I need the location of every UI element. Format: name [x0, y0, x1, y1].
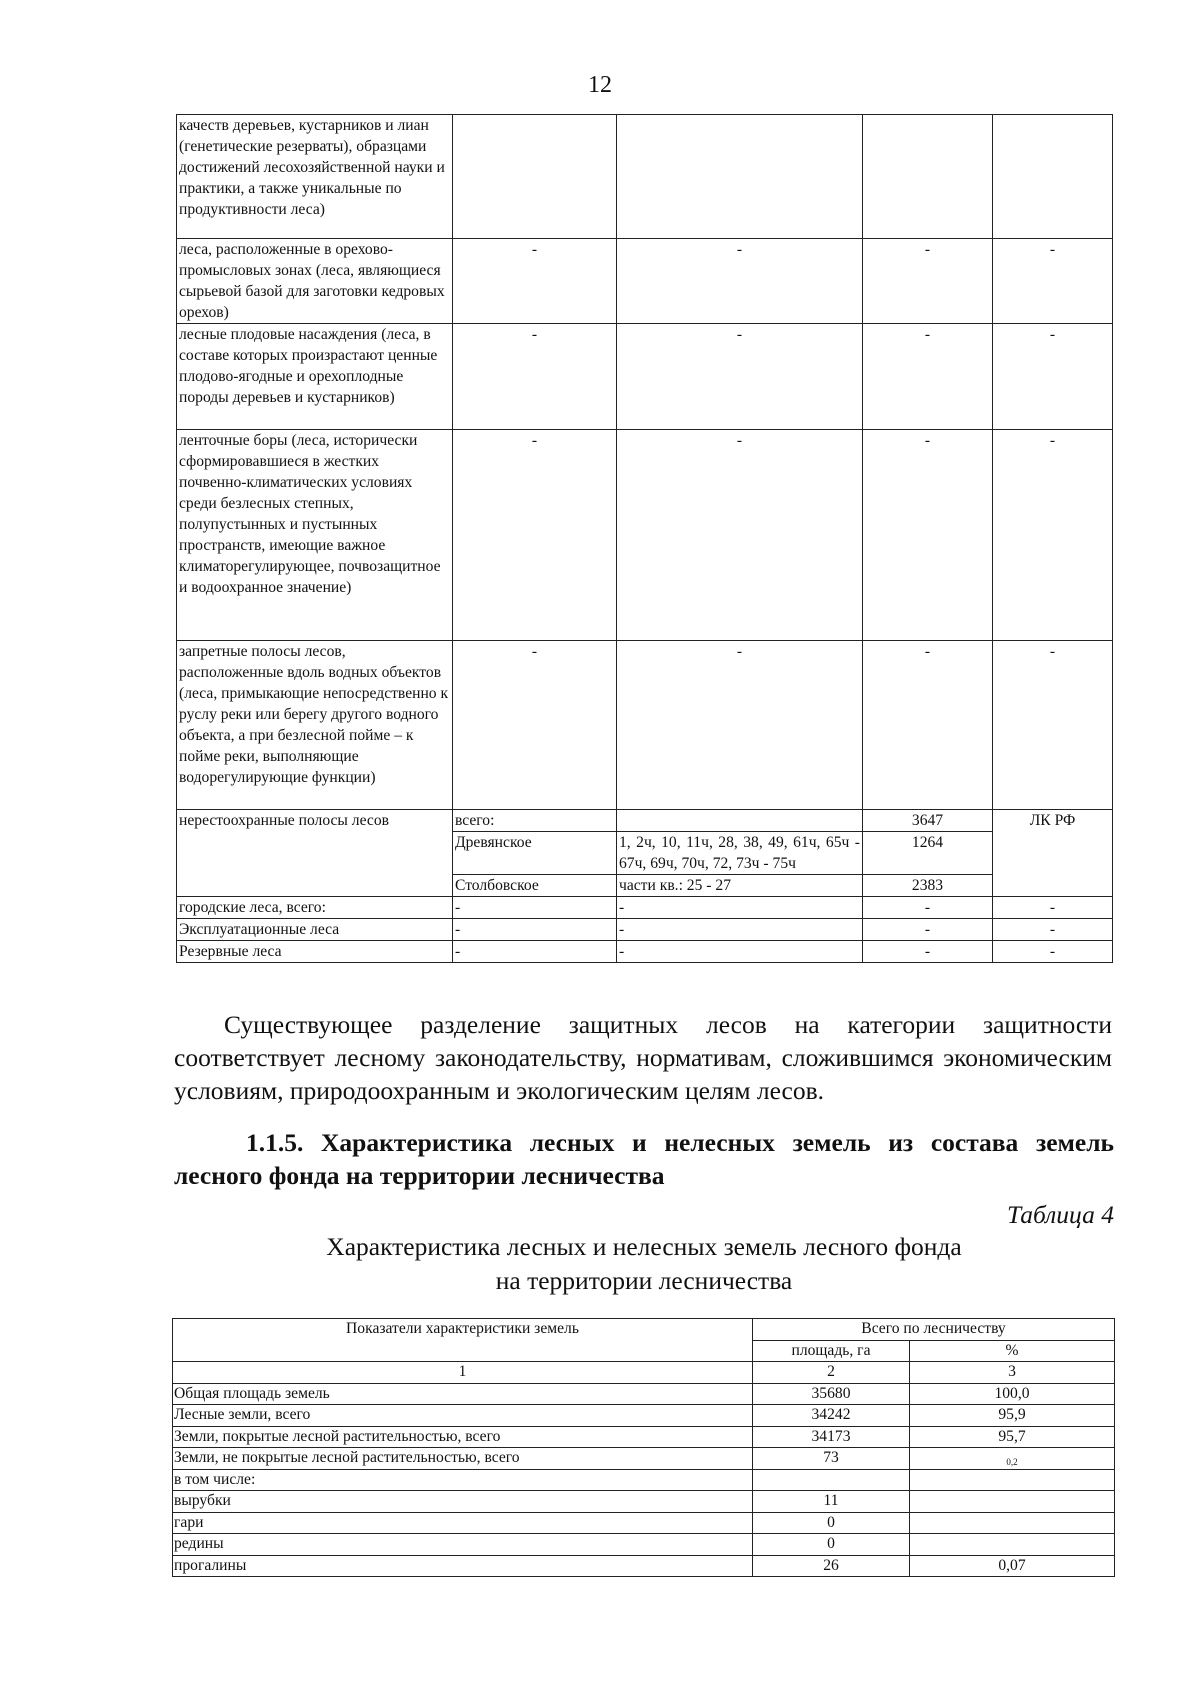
forestry-cell: всего: [453, 810, 617, 832]
percent-cell [910, 1491, 1115, 1513]
forestry-cell: Древянское [453, 832, 617, 875]
column-header: Показатели характеристики земель [173, 1319, 753, 1362]
value-cell: - [453, 239, 617, 324]
column-group-header: Всего по лесничеству [753, 1319, 1115, 1341]
category-cell: качеств деревьев, кустарников и лиан (генетические резерваты), образцами достижений лесохозяйственной науки и практики, а также уникальные по продуктивности леса) [177, 115, 453, 239]
table-row [173, 1469, 1115, 1491]
value-cell: - [993, 239, 1113, 324]
category-cell: запретные полосы лесов, расположенные вдоль водных объектов (леса, примыкающие непосредственно к руслу реки или берегу другого водного объекта, а при безлесной пойме – к пойме реки, выполняющие водорегулирующие функции) [177, 641, 453, 810]
section-heading: 1.1.5. Характеристика лесных и нелесных земель из состава земель лесного фонда на территории лесничества [174, 1128, 1114, 1190]
quarters-cell: 1, 2ч, 10, 11ч, 28, 38, 49, 61ч, 65ч - 67ч, 69ч, 70ч, 72, 73ч - 75ч [617, 832, 863, 875]
category-cell: Эксплуатационные леса [177, 919, 453, 941]
value-cell: - [617, 941, 863, 963]
value-cell [617, 115, 863, 239]
value-cell: - [863, 641, 993, 810]
area-cell [753, 1469, 910, 1491]
value-cell [453, 115, 617, 239]
indicator-cell: прогалины [173, 1555, 753, 1577]
indicator-cell: вырубки [173, 1491, 753, 1513]
value-cell: - [453, 919, 617, 941]
value-cell: - [453, 641, 617, 810]
table-title [174, 1230, 1114, 1298]
table-label: Таблица 4 [1006, 1200, 1114, 1229]
value-cell: - [453, 430, 617, 641]
category-cell: ленточные боры (леса, исторически сформировавшиеся в жестких почвенно-климатических условиях среди безлесных степных, полупустынных и пустынных пространств, имеющие важное климаторегулирующее, почвозащитное и водоохранное значение) [177, 430, 453, 641]
value-cell: - [617, 239, 863, 324]
table-row [173, 1405, 1115, 1427]
value-cell: - [617, 897, 863, 919]
indicator-cell: в том числе: [173, 1469, 753, 1491]
column-header: % [910, 1340, 1115, 1362]
column-number: 3 [910, 1362, 1115, 1384]
value-cell: - [863, 324, 993, 430]
value-cell [993, 115, 1113, 239]
indicator-cell: гари [173, 1512, 753, 1534]
percent-cell: 0,2 [910, 1448, 1115, 1470]
table-row [177, 641, 1113, 810]
basis-cell: ЛК РФ [993, 810, 1113, 897]
quarters-cell [617, 810, 863, 832]
category-cell: нерестоохранные полосы лесов [177, 810, 453, 897]
table-row [177, 115, 1113, 239]
value-cell: - [863, 897, 993, 919]
value-cell: - [617, 324, 863, 430]
table-row [173, 1534, 1115, 1556]
table-title-line: на территории лесничества [495, 1266, 793, 1295]
table-row [177, 324, 1113, 430]
value-cell: - [993, 641, 1113, 810]
value-cell: - [863, 430, 993, 641]
category-cell: лесные плодовые насаждения (леса, в составе которых произрастают ценные плодово-ягодные и орехоплодные породы деревьев и кустарников) [177, 324, 453, 430]
area-cell: 2383 [863, 875, 993, 897]
table-row [173, 1512, 1115, 1534]
area-cell: 26 [753, 1555, 910, 1577]
category-cell: городские леса, всего: [177, 897, 453, 919]
percent-cell: 95,7 [910, 1426, 1115, 1448]
value-cell: - [453, 324, 617, 430]
table-row [173, 1491, 1115, 1513]
value-cell: - [617, 430, 863, 641]
area-cell: 34173 [753, 1426, 910, 1448]
page-number: 12 [588, 72, 612, 98]
column-number: 2 [753, 1362, 910, 1384]
table-row [173, 1555, 1115, 1577]
table-row [177, 430, 1113, 641]
quarters-cell: части кв.: 25 - 27 [617, 875, 863, 897]
area-cell: 1264 [863, 832, 993, 875]
forestry-cell: Столбовское [453, 875, 617, 897]
value-cell [863, 115, 993, 239]
value-cell: - [453, 941, 617, 963]
indicator-cell: Земли, покрытые лесной растительностью, всего [173, 1426, 753, 1448]
column-header: площадь, га [753, 1340, 910, 1362]
value-cell: - [863, 239, 993, 324]
percent-cell [910, 1534, 1115, 1556]
value-cell: - [617, 641, 863, 810]
area-cell: 0 [753, 1512, 910, 1534]
protective-forests-table [176, 114, 1113, 963]
area-cell: 34242 [753, 1405, 910, 1427]
indicator-cell: редины [173, 1534, 753, 1556]
column-number: 1 [173, 1362, 753, 1384]
header-row [173, 1319, 1115, 1341]
table-row [173, 1426, 1115, 1448]
value-cell: - [993, 897, 1113, 919]
value-cell: - [993, 430, 1113, 641]
table-row [177, 810, 1113, 832]
value-cell: - [993, 919, 1113, 941]
value-cell: - [617, 919, 863, 941]
table-row [177, 919, 1113, 941]
value-cell: - [453, 897, 617, 919]
indicator-cell: Земли, не покрытые лесной растительностью, всего [173, 1448, 753, 1470]
table-row [177, 239, 1113, 324]
value-cell: - [863, 919, 993, 941]
category-cell: Резервные леса [177, 941, 453, 963]
area-cell: 3647 [863, 810, 993, 832]
area-cell: 35680 [753, 1383, 910, 1405]
area-cell: 11 [753, 1491, 910, 1513]
category-cell: леса, расположенные в орехово-промысловых зонах (леса, являющиеся сырьевой базой для заготовки кедровых орехов) [177, 239, 453, 324]
value-cell: - [993, 941, 1113, 963]
value-cell: - [993, 324, 1113, 430]
body-paragraph: Существующее разделение защитных лесов на категории защитности соответствует лесному законодательству, нормативам, сложившимся экономическим условиям, природоохранным и экологическим целям лесов. [174, 1010, 1112, 1105]
table-title-line: Характеристика лесных и нелесных земель лесного фонда [326, 1232, 962, 1261]
area-cell: 73 [753, 1448, 910, 1470]
table-row [177, 897, 1113, 919]
column-number-row [173, 1362, 1115, 1384]
value-cell: - [863, 941, 993, 963]
percent-cell [910, 1512, 1115, 1534]
table-row [173, 1383, 1115, 1405]
percent-cell: 0,07 [910, 1555, 1115, 1577]
indicator-cell: Общая площадь земель [173, 1383, 753, 1405]
indicator-cell: Лесные земли, всего [173, 1405, 753, 1427]
percent-cell: 100,0 [910, 1383, 1115, 1405]
percent-cell [910, 1469, 1115, 1491]
area-cell: 0 [753, 1534, 910, 1556]
table-row [177, 941, 1113, 963]
percent-cell: 95,9 [910, 1405, 1115, 1427]
table-row [173, 1448, 1115, 1470]
land-characteristics-table [172, 1318, 1115, 1577]
